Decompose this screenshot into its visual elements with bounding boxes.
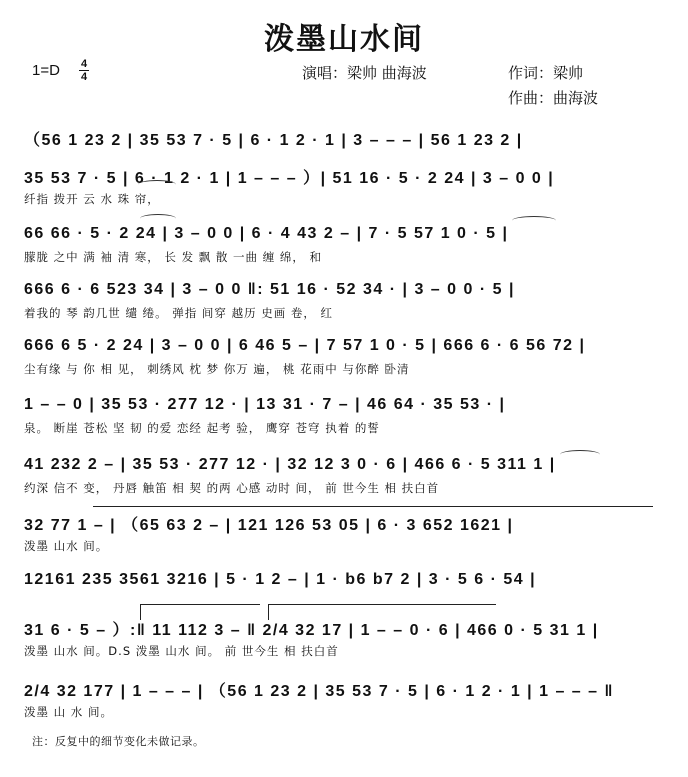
notation: 1 – – 0 | 35 53 · 277 12 · | 13 31 · 7 – | 46 64 · 35 53 · | [24,396,506,413]
time-signature [79,58,89,83]
song-title: 泼墨山水间 [264,22,424,57]
time-signature-bottom: 4 [80,71,88,83]
composer: 作曲：曲海波 [508,89,599,107]
lyrics: 尘有缘 与 你 相 见， 刺绣风 枕 梦 你万 遍， 桃 花雨中 与你醉 卧清 [24,362,410,376]
singers: 演唱：梁帅 曲海波 [302,64,427,82]
volta-1-bracket [93,506,653,507]
notation: 66 66 · 5 · 2 24 | 3 – 0 0 | 6 · 4 43 2 – | 7 · 5 57 1 0 · 5 | [24,225,509,242]
tie-slur [138,180,176,189]
lyrics: 泼墨 山水 间。 [24,539,109,553]
notation: 666 6 · 6 523 34 | 3 – 0 0 ‖: 51 16 · 52 34 · | 3 – 0 0 · 5 | [24,281,515,298]
lyrics: 泉。 断崖 苍松 坚 韧 的爱 恋经 起考 验， 鹰穿 苍穹 执着 的誓 [24,421,380,435]
notation: 32 77 1 – | （65 63 2 – | 121 126 53 05 | 6 · 3 652 1621 | [24,516,514,534]
lyrics: 约深 信不 变， 丹唇 触笛 相 契 的两 心感 动时 间， 前 世今生 相 扶白首 [24,481,440,495]
tie-slur [512,216,556,225]
notation: 31 6 · 5 – ）:‖ 11 112 3 – ‖ 2/4 32 17 | 1 – – 0 · 6 | 466 0 · 5 31 1 | [24,621,599,639]
key-signature: 1=D [32,62,60,79]
notation: 666 6 5 · 2 24 | 3 – 0 0 | 6 46 5 – | 7 57 1 0 · 5 | 666 6 · 6 56 72 | [24,337,586,354]
footnote: 注：反复中的细节变化未做记录。 [32,735,205,748]
lyrics: 纤指 拨开 云 水 珠 帘， [24,192,160,206]
volta-2-bracket [140,604,260,605]
notation: 35 53 7 · 5 | 6 · 1 2 · 1 | 1 – – – ）| 51 16 · 5 · 2 24 | 3 – 0 0 | [24,169,555,187]
notation: 12161 235 3561 3216 | 5 · 1 2 – | 1 · b6 b7 2 | 3 · 5 6 · 54 | [24,571,537,588]
time-signature-top: 4 [80,58,88,70]
tie-slur [140,214,176,223]
lyrics: 朦胧 之中 满 袖 清 寒， 长 发 飘 散 一曲 缠 绵， 和 [24,250,323,264]
volta-2-edge [140,604,141,620]
tie-slur [560,450,600,459]
volta-3-bracket [268,604,496,605]
notation: （56 1 23 2 | 35 53 7 · 5 | 6 · 1 2 · 1 | 3 – – – | 56 1 23 2 | [24,131,523,149]
lyricist: 作词：梁帅 [508,64,584,82]
notation: 41 232 2 – | 35 53 · 277 12 · | 32 12 3 0 · 6 | 466 6 · 5 311 1 | [24,456,556,473]
lyrics: 泼墨 山 水 间。 [24,705,113,719]
lyrics: 泼墨 山水 间。D.S 泼墨 山水 间。 前 世今生 相 扶白首 [24,644,339,658]
notation: 2/4 32 177 | 1 – – – | （56 1 23 2 | 35 53 7 · 5 | 6 · 1 2 · 1 | 1 – – – ‖ [24,682,614,700]
lyrics: 着我的 琴 韵几世 缱 绻。 弹指 间穿 越历 史画 卷， 红 [24,306,334,320]
volta-3-edge [268,604,269,620]
